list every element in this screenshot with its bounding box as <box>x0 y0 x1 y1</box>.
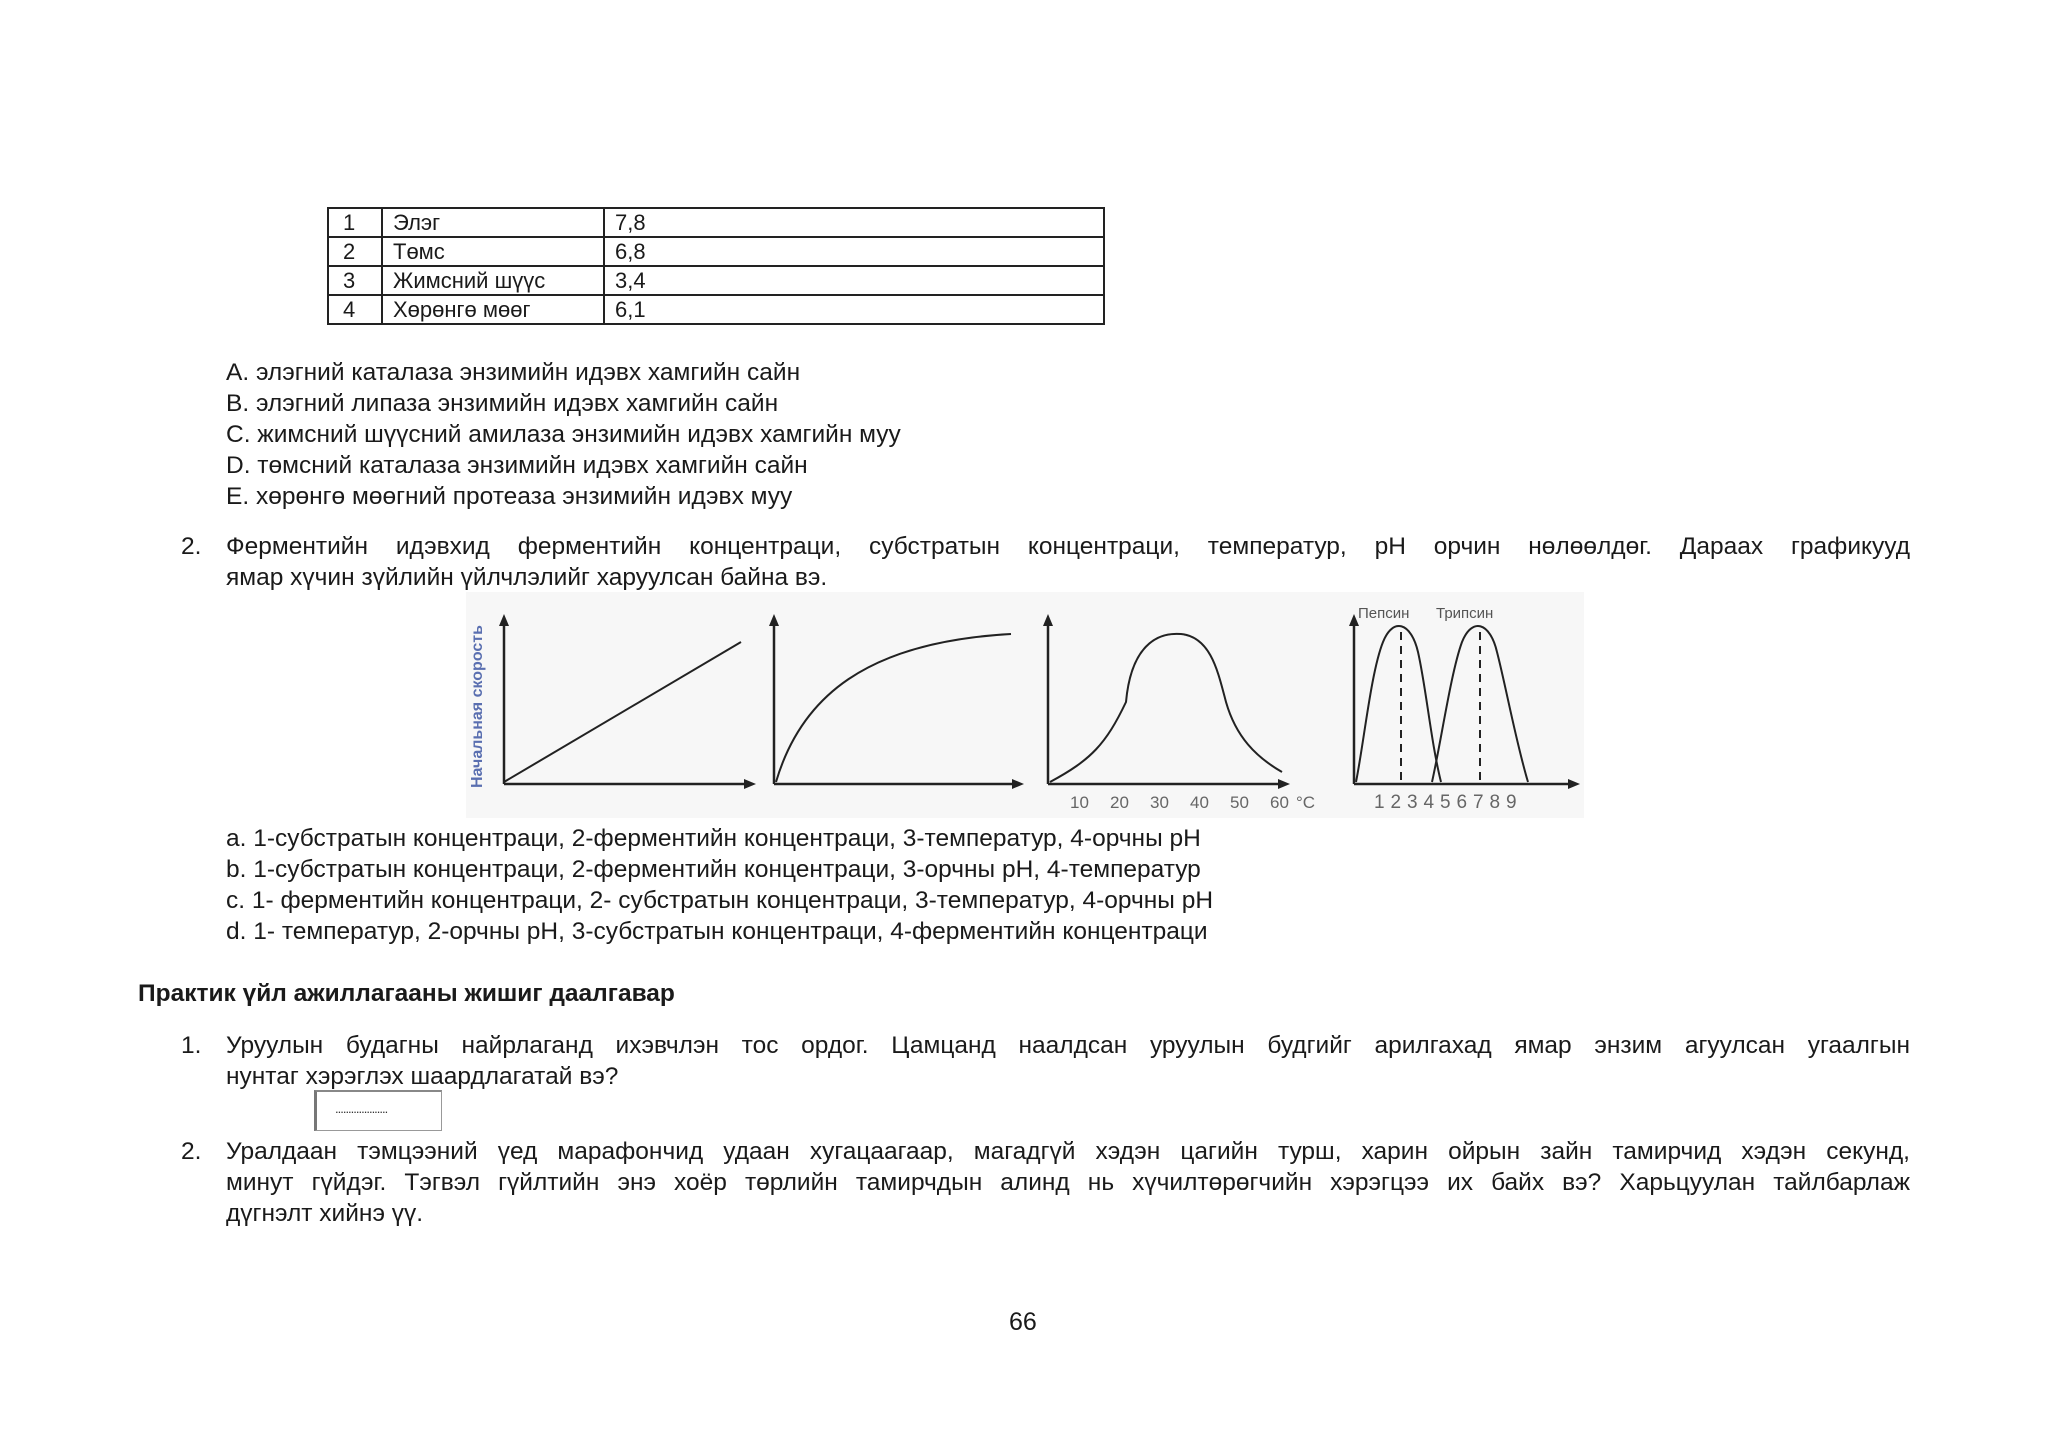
row-name: Элэг <box>382 208 604 237</box>
practice-q2-line3: дүгнэлт хийнэ үү. <box>226 1200 424 1227</box>
temperature-tick-labels <box>1070 793 1315 812</box>
pepsin-curve <box>1356 626 1441 782</box>
temperature-tick-label: 50 <box>1230 793 1249 812</box>
graph-2-curve <box>776 634 1011 782</box>
pepsin-label: Пепсин <box>1358 605 1410 622</box>
temperature-tick-label: 10 <box>1070 793 1089 812</box>
ph-tick-label: 1 <box>1374 792 1385 813</box>
row-value: 7,8 <box>604 208 1104 237</box>
temperature-tick-label: 20 <box>1110 793 1129 812</box>
answer-input-box[interactable] <box>314 1090 442 1131</box>
ph-tick-label: 5 <box>1440 792 1451 813</box>
row-value: 6,8 <box>604 237 1104 266</box>
enzyme-graphs <box>466 592 1584 818</box>
section-heading: Практик үйл ажиллагааны жишиг даалгавар <box>138 980 675 1007</box>
q1-option-e: E. хөрөнгө мөөгний протеаза энзимийн идэвх муу <box>226 483 793 510</box>
graph-4 <box>1349 605 1580 813</box>
ph-tick-label: 7 <box>1473 792 1484 813</box>
practice-q1-line2: нунтаг хэрэглэх шаардлагатай вэ? <box>226 1063 619 1090</box>
q2-option-c: c. 1- ферментийн концентраци, 2- субстратын концентраци, 3-температур, 4-орчны pH <box>226 887 1214 914</box>
table-row <box>328 266 1104 295</box>
graph-3 <box>1043 614 1315 812</box>
row-number: 2 <box>328 237 382 266</box>
table-row <box>328 237 1104 266</box>
ph-tick-label: 6 <box>1456 792 1468 813</box>
q2-option-a: a. 1-субстратын концентраци, 2-ферментийн концентраци, 3-температур, 4-орчны pH <box>226 825 1201 852</box>
practice-q2-line2: минут гүйдэг. Тэгвэл гүйлтийн энэ хоёр төрлийн тамирчдын алинд нь хүчилтөрөгчийн хэрэгцээ их байх вэ? Харьцуулан тайлбарлаж <box>226 1169 1910 1196</box>
data-table <box>327 207 1105 325</box>
row-number: 4 <box>328 295 382 324</box>
q2-option-b: b. 1-субстратын концентраци, 2-ферментийн концентраци, 3-орчны pH, 4-температур <box>226 856 1201 883</box>
graph-3-curve <box>1050 634 1282 782</box>
q2-option-d: d. 1- температур, 2-орчны pH, 3-субстратын концентраци, 4-ферментийн концентраци <box>226 918 1208 945</box>
q2-text-line1: Ферментийн идэвхид ферментийн концентраци, субстратын концентраци, температур, pH орчин нөлөөлдөг. Дараах графикууд <box>226 533 1910 560</box>
row-value: 3,4 <box>604 266 1104 295</box>
ph-tick-label: 2 <box>1390 792 1402 813</box>
practice-q1-number: 1. <box>181 1032 202 1059</box>
q1-option-b: B. элэгний липаза энзимийн идэвх хамгийн сайн <box>226 390 779 417</box>
q2-text-line2: ямар хүчин зүйлийн үйлчлэлийг харуулсан байна вэ. <box>226 564 828 591</box>
temperature-unit-label: °C <box>1296 793 1316 812</box>
row-value: 6,1 <box>604 295 1104 324</box>
q1-option-c: C. жимсний шүүсний амилаза энзимийн идэвх хамгийн муу <box>226 421 901 448</box>
graphs-svg <box>466 592 1584 818</box>
q2-number: 2. <box>181 533 202 560</box>
table-row <box>328 208 1104 237</box>
graph-1 <box>499 614 756 789</box>
q1-option-d: D. төмсний каталаза энзимийн идэвх хамгийн сайн <box>226 452 808 479</box>
ph-tick-label: 3 <box>1407 792 1418 813</box>
practice-q2-line1: Уралдаан тэмцээний үед марафончид удаан хугацаагаар, магадгүй хэдэн цагийн турш, харин ойрын зайн тамирчид хэдэн секунд, <box>226 1138 1910 1165</box>
page-number: 66 <box>1009 1308 1037 1336</box>
row-name: Хөрөнгө мөөг <box>382 295 604 324</box>
ph-tick-label: 9 <box>1506 792 1517 813</box>
temperature-tick-label: 60 <box>1270 793 1289 812</box>
y-axis-label: Начальная скорость <box>469 625 486 788</box>
temperature-tick-label: 40 <box>1190 793 1209 812</box>
row-number: 1 <box>328 208 382 237</box>
practice-q2-number: 2. <box>181 1138 202 1165</box>
graph-1-curve <box>504 642 741 782</box>
ph-tick-label: 4 <box>1423 792 1435 813</box>
row-number: 3 <box>328 266 382 295</box>
q1-option-a: A. элэгний каталаза энзимийн идэвх хамгийн сайн <box>226 359 801 386</box>
temperature-tick-label: 30 <box>1150 793 1169 812</box>
row-name: Төмс <box>382 237 604 266</box>
ph-tick-labels <box>1374 792 1517 813</box>
answer-placeholder: .................... <box>335 1101 388 1116</box>
ph-tick-label: 8 <box>1489 792 1501 813</box>
graph-2 <box>769 614 1024 789</box>
trypsin-label: Трипсин <box>1436 605 1494 622</box>
row-name: Жимсний шүүс <box>382 266 604 295</box>
table-row <box>328 295 1104 324</box>
practice-q1-line1: Уруулын будагны найрлаганд ихэвчлэн тос ордог. Цамцанд наалдсан уруулын будгийг арилгахад ямар энзим агуулсан угаалгын <box>226 1032 1910 1059</box>
